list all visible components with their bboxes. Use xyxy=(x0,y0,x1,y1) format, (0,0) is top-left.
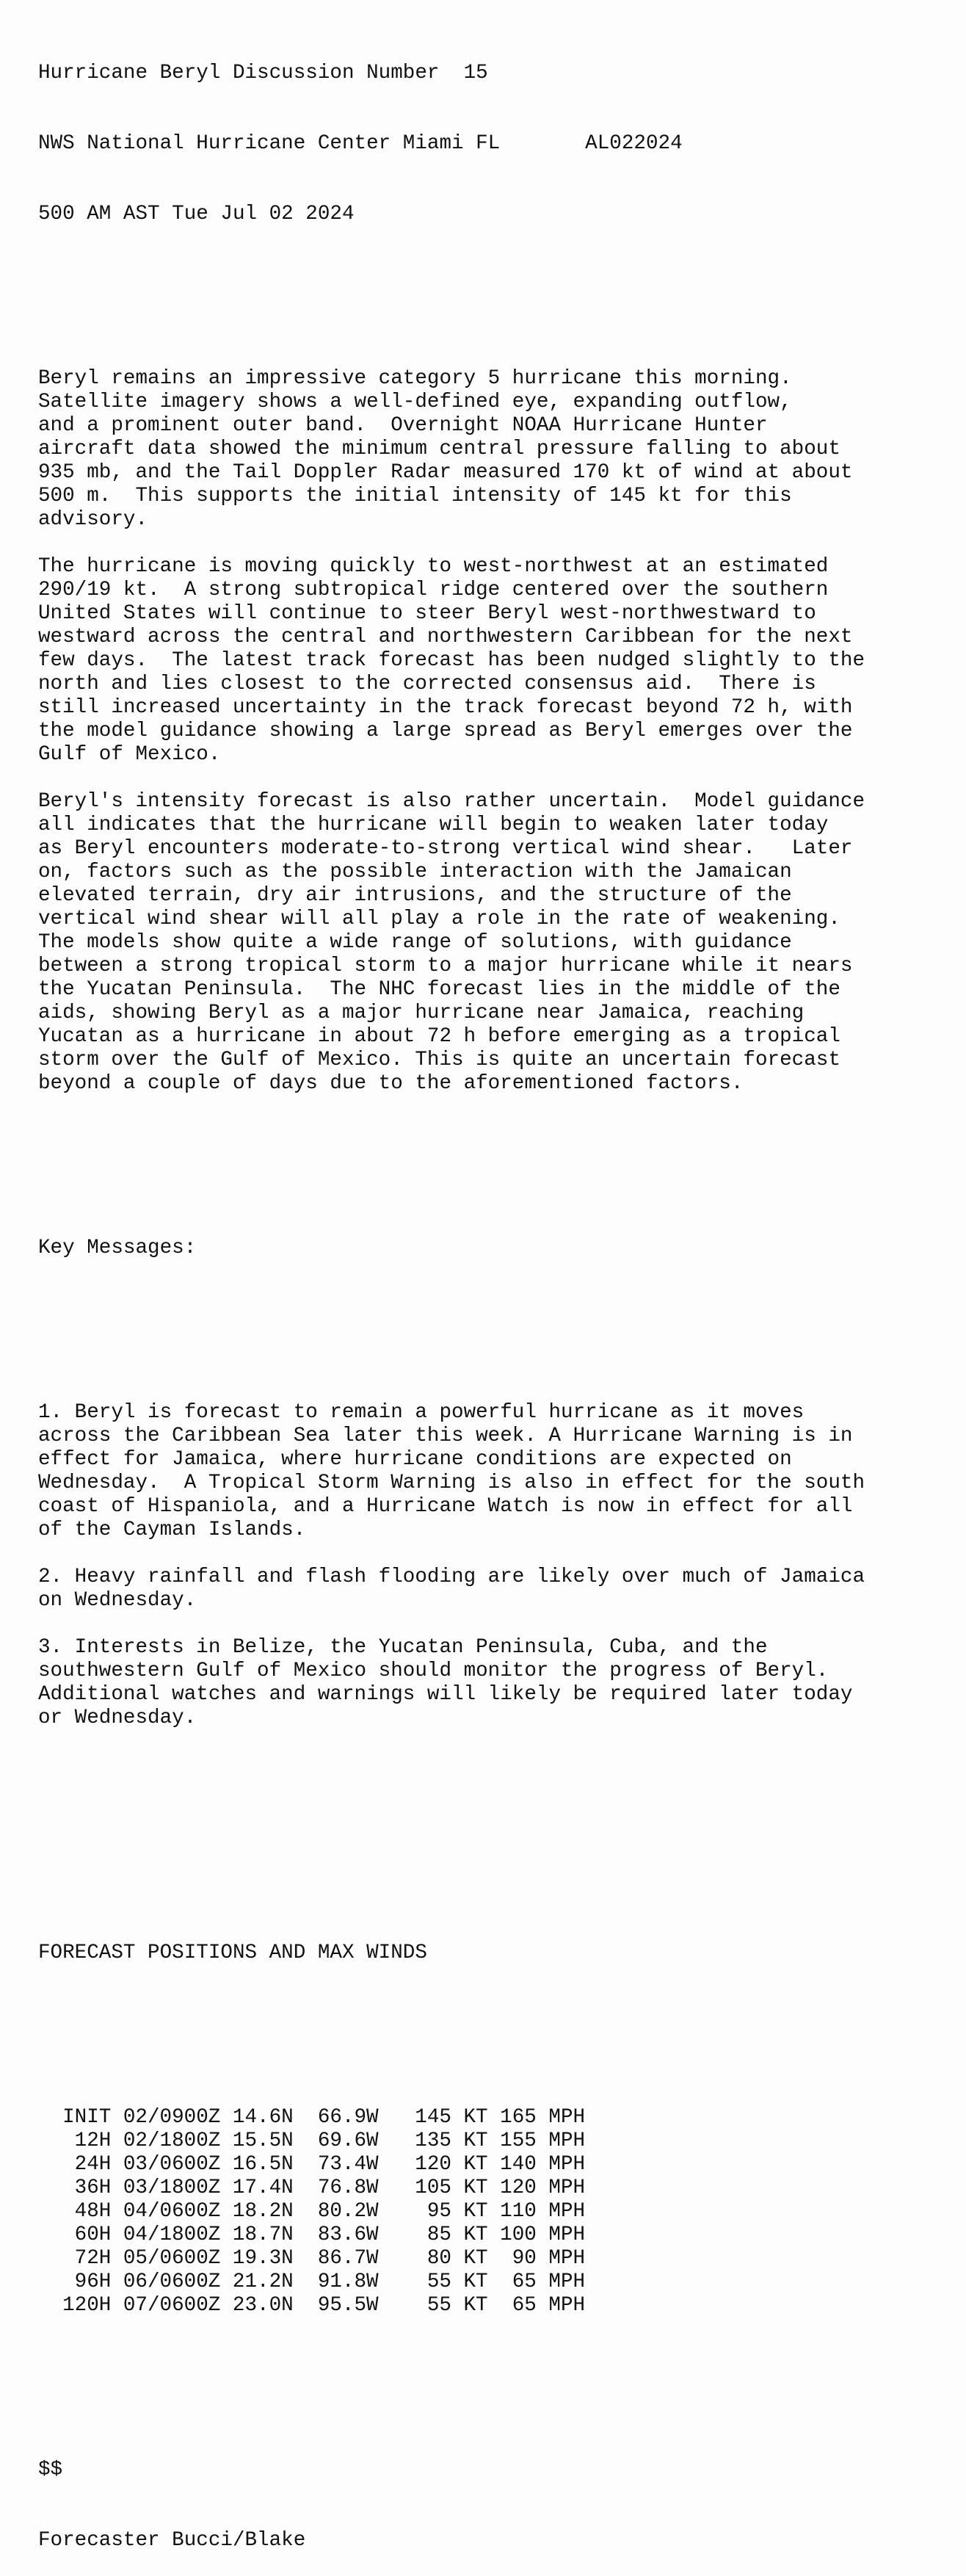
kt-unit-cell: KT xyxy=(463,2200,488,2223)
product-terminator: $$ xyxy=(38,2459,63,2481)
discussion-paragraph xyxy=(38,367,966,532)
mph-unit-cell: MPH xyxy=(548,2130,586,2152)
longitude-cell: 91.8W xyxy=(317,2271,379,2293)
latitude-cell: 18.2N xyxy=(232,2200,294,2223)
key-message-line: on Wednesday. xyxy=(38,1589,197,1612)
longitude-cell: 69.6W xyxy=(317,2130,379,2152)
valid-time-cell: 07/0600Z xyxy=(123,2294,221,2317)
key-message-line: across the Caribbean Sea later this week. A Hurricane Warning is in xyxy=(38,1425,853,1447)
blank-line xyxy=(38,2012,966,2036)
paragraph-line: Yucatan as a hurricane in about 72 h before emerging as a tropical xyxy=(38,1025,840,1048)
mph-unit-cell: MPH xyxy=(548,2177,586,2199)
forecast-hour-cell: 96H xyxy=(74,2271,112,2293)
wind-mph-cell: 155 xyxy=(500,2130,537,2152)
valid-time-cell: 03/1800Z xyxy=(123,2177,221,2199)
blank-line xyxy=(38,1542,966,1566)
paragraph-line: the Yucatan Peninsula. The NHC forecast lies in the middle of the xyxy=(38,978,840,1001)
wind-mph-cell: 165 xyxy=(500,2106,537,2129)
forecast-row xyxy=(38,2271,966,2294)
wind-kt-cell: 95 xyxy=(426,2200,451,2223)
mph-unit-cell: MPH xyxy=(548,2153,586,2176)
blank-line xyxy=(38,1801,966,1824)
forecast-table-heading: FORECAST POSITIONS AND MAX WINDS xyxy=(38,1942,427,1964)
wind-mph-cell: 120 xyxy=(500,2177,537,2199)
key-message-line: Wednesday. A Tropical Storm Warning is also in effect for the south xyxy=(38,1472,865,1494)
forecast-hour-cell: 48H xyxy=(74,2200,112,2223)
forecast-row xyxy=(38,2294,966,2318)
key-message-line: southwestern Gulf of Mexico should monitor the progress of Beryl. xyxy=(38,1660,829,1682)
mph-unit-cell: MPH xyxy=(548,2200,586,2223)
forecast-row xyxy=(38,2200,966,2224)
blank-line xyxy=(38,532,966,555)
paragraph-line: advisory. xyxy=(38,508,148,531)
kt-unit-cell: KT xyxy=(463,2177,488,2199)
blank-line xyxy=(38,273,966,297)
valid-time-cell: 03/0600Z xyxy=(123,2153,221,2176)
wind-kt-cell: 55 xyxy=(426,2271,451,2293)
key-message-line: or Wednesday. xyxy=(38,1707,197,1729)
latitude-cell: 17.4N xyxy=(232,2177,294,2199)
paragraph-line: as Beryl encounters moderate-to-strong vertical wind shear. Later xyxy=(38,837,853,860)
mph-unit-cell: MPH xyxy=(548,2294,586,2317)
paragraph-line: storm over the Gulf of Mexico. This is quite an uncertain forecast xyxy=(38,1049,840,1071)
paragraph-line: Beryl remains an impressive category 5 hurricane this morning. xyxy=(38,367,792,390)
header-title-line xyxy=(38,62,966,85)
forecast-hour-cell: INIT xyxy=(62,2106,112,2129)
forecast-hour-cell: 72H xyxy=(74,2247,112,2270)
paragraph-line: The models show quite a wide range of solutions, with guidance xyxy=(38,931,792,954)
key-message-item xyxy=(38,1636,966,1730)
latitude-cell: 18.7N xyxy=(232,2224,294,2246)
forecast-row xyxy=(38,2130,966,2153)
paragraph-line: Gulf of Mexico. xyxy=(38,743,221,766)
valid-time-cell: 02/0900Z xyxy=(123,2106,221,2129)
valid-time-cell: 06/0600Z xyxy=(123,2271,221,2293)
wind-kt-cell: 55 xyxy=(426,2294,451,2317)
key-messages-list xyxy=(38,1401,966,1730)
paragraph-line: Beryl's intensity forecast is also rather uncertain. Model guidance xyxy=(38,790,865,813)
valid-time-cell: 04/0600Z xyxy=(123,2200,221,2223)
key-message-item xyxy=(38,1401,966,1542)
paragraph-line: 500 m. This supports the initial intensity of 145 kt for this xyxy=(38,485,792,507)
discussion-paragraph xyxy=(38,555,966,767)
key-message-line: 2. Heavy rainfall and flash flooding are likely over much of Jamaica xyxy=(38,1566,865,1588)
discussion-paragraphs xyxy=(38,367,966,1096)
key-message-line: Additional watches and warnings will likely be required later today xyxy=(38,1683,853,1706)
paragraph-line: vertical wind shear will all play a role in the rate of weakening. xyxy=(38,908,840,930)
wind-mph-cell: 140 xyxy=(500,2153,537,2176)
latitude-cell: 14.6N xyxy=(232,2106,294,2129)
longitude-cell: 80.2W xyxy=(317,2200,379,2223)
blank-line xyxy=(38,2388,966,2412)
latitude-cell: 15.5N xyxy=(232,2130,294,2152)
blank-line xyxy=(38,1166,966,1190)
wind-mph-cell: 65 xyxy=(512,2271,537,2293)
longitude-cell: 73.4W xyxy=(317,2153,379,2176)
discussion-title: Hurricane Beryl Discussion Number 15 xyxy=(38,62,488,84)
longitude-cell: 76.8W xyxy=(317,2177,379,2199)
wind-mph-cell: 65 xyxy=(512,2294,537,2317)
forecast-positions-table xyxy=(38,2106,966,2318)
forecast-row xyxy=(38,2106,966,2130)
forecast-hour-cell: 60H xyxy=(74,2224,112,2246)
wind-kt-cell: 80 xyxy=(426,2247,451,2270)
paragraph-line: between a strong tropical storm to a major hurricane while it nears xyxy=(38,955,853,977)
paragraph-line: few days. The latest track forecast has been nudged slightly to the xyxy=(38,649,865,672)
issuing-office: NWS National Hurricane Center Miami FL xyxy=(38,132,501,155)
issued-time: 500 AM AST Tue Jul 02 2024 xyxy=(38,203,355,225)
latitude-cell: 23.0N xyxy=(232,2294,294,2317)
latitude-cell: 19.3N xyxy=(232,2247,294,2270)
wind-kt-cell: 135 xyxy=(415,2130,451,2152)
forecast-row xyxy=(38,2224,966,2247)
paragraph-line: The hurricane is moving quickly to west-northwest at an estimated xyxy=(38,555,829,578)
paragraph-line: north and lies closest to the corrected consensus aid. There is xyxy=(38,673,816,695)
kt-unit-cell: KT xyxy=(463,2153,488,2176)
kt-unit-cell: KT xyxy=(463,2130,488,2152)
key-message-line: 3. Interests in Belize, the Yucatan Peninsula, Cuba, and the xyxy=(38,1636,768,1659)
key-message-line: coast of Hispaniola, and a Hurricane Watch is now in effect for all xyxy=(38,1495,853,1518)
wind-kt-cell: 105 xyxy=(415,2177,451,2199)
kt-unit-cell: KT xyxy=(463,2271,488,2293)
longitude-cell: 86.7W xyxy=(317,2247,379,2270)
wind-mph-cell: 100 xyxy=(500,2224,537,2246)
valid-time-cell: 02/1800Z xyxy=(123,2130,221,2152)
paragraph-line: on, factors such as the possible interaction with the Jamaican xyxy=(38,861,792,883)
wind-kt-cell: 85 xyxy=(426,2224,451,2246)
paragraph-line: all indicates that the hurricane will begin to weaken later today xyxy=(38,814,829,836)
latitude-cell: 21.2N xyxy=(232,2271,294,2293)
paragraph-line: 935 mb, and the Tail Doppler Radar measured 170 kt of wind at about xyxy=(38,461,853,484)
paragraph-line: aids, showing Beryl as a major hurricane near Jamaica, reaching xyxy=(38,1002,805,1024)
valid-time-cell: 04/1800Z xyxy=(123,2224,221,2246)
blank-line xyxy=(38,1871,966,1895)
forecast-hour-cell: 24H xyxy=(74,2153,112,2176)
forecast-row xyxy=(38,2247,966,2271)
kt-unit-cell: KT xyxy=(463,2247,488,2270)
forecast-row xyxy=(38,2153,966,2177)
kt-unit-cell: KT xyxy=(463,2294,488,2317)
valid-time-cell: 05/0600Z xyxy=(123,2247,221,2270)
blank-line xyxy=(38,767,966,790)
kt-unit-cell: KT xyxy=(463,2106,488,2129)
key-message-line: of the Cayman Islands. xyxy=(38,1519,306,1541)
latitude-cell: 16.5N xyxy=(232,2153,294,2176)
longitude-cell: 95.5W xyxy=(317,2294,379,2317)
forecast-hour-cell: 36H xyxy=(74,2177,112,2199)
paragraph-line: 290/19 kt. A strong subtropical ridge centered over the southern xyxy=(38,579,829,601)
discussion-paragraph xyxy=(38,790,966,1096)
forecast-hour-cell: 12H xyxy=(74,2130,112,2152)
wind-kt-cell: 120 xyxy=(415,2153,451,2176)
blank-line xyxy=(38,1307,966,1331)
paragraph-line: beyond a couple of days due to the aforementioned factors. xyxy=(38,1072,744,1095)
paragraph-line: still increased uncertainty in the track forecast beyond 72 h, with xyxy=(38,696,853,719)
mph-unit-cell: MPH xyxy=(548,2106,586,2129)
header-office-line xyxy=(38,132,966,156)
longitude-cell: 83.6W xyxy=(317,2224,379,2246)
mph-unit-cell: MPH xyxy=(548,2247,586,2270)
wind-mph-cell: 110 xyxy=(500,2200,537,2223)
paragraph-line: westward across the central and northwestern Caribbean for the next xyxy=(38,626,853,648)
mph-unit-cell: MPH xyxy=(548,2224,586,2246)
key-message-item xyxy=(38,1566,966,1613)
paragraph-line: Satellite imagery shows a well-defined eye, expanding outflow, xyxy=(38,391,792,413)
key-message-line: 1. Beryl is forecast to remain a powerful hurricane as it moves xyxy=(38,1401,805,1424)
paragraph-line: the model guidance showing a large spread as Beryl emerges over the xyxy=(38,720,853,742)
key-message-line: effect for Jamaica, where hurricane conditions are expected on xyxy=(38,1448,792,1471)
blank-line xyxy=(38,1613,966,1636)
paragraph-line: and a prominent outer band. Overnight NOAA Hurricane Hunter xyxy=(38,414,768,437)
forecaster-signature: Forecaster Bucci/Blake xyxy=(38,2529,306,2552)
longitude-cell: 66.9W xyxy=(317,2106,379,2129)
kt-unit-cell: KT xyxy=(463,2224,488,2246)
paragraph-line: United States will continue to steer Beryl west-northwestward to xyxy=(38,602,816,625)
forecast-hour-cell: 120H xyxy=(62,2294,112,2317)
key-messages-heading: Key Messages: xyxy=(38,1237,197,1259)
mph-unit-cell: MPH xyxy=(548,2271,586,2293)
storm-id: AL022024 xyxy=(585,132,683,155)
paragraph-line: elevated terrain, dry air intrusions, and the structure of the xyxy=(38,884,792,907)
wind-kt-cell: 145 xyxy=(415,2106,451,2129)
wind-mph-cell: 90 xyxy=(512,2247,537,2270)
paragraph-line: aircraft data showed the minimum central pressure falling to about xyxy=(38,438,840,460)
forecast-row xyxy=(38,2177,966,2200)
